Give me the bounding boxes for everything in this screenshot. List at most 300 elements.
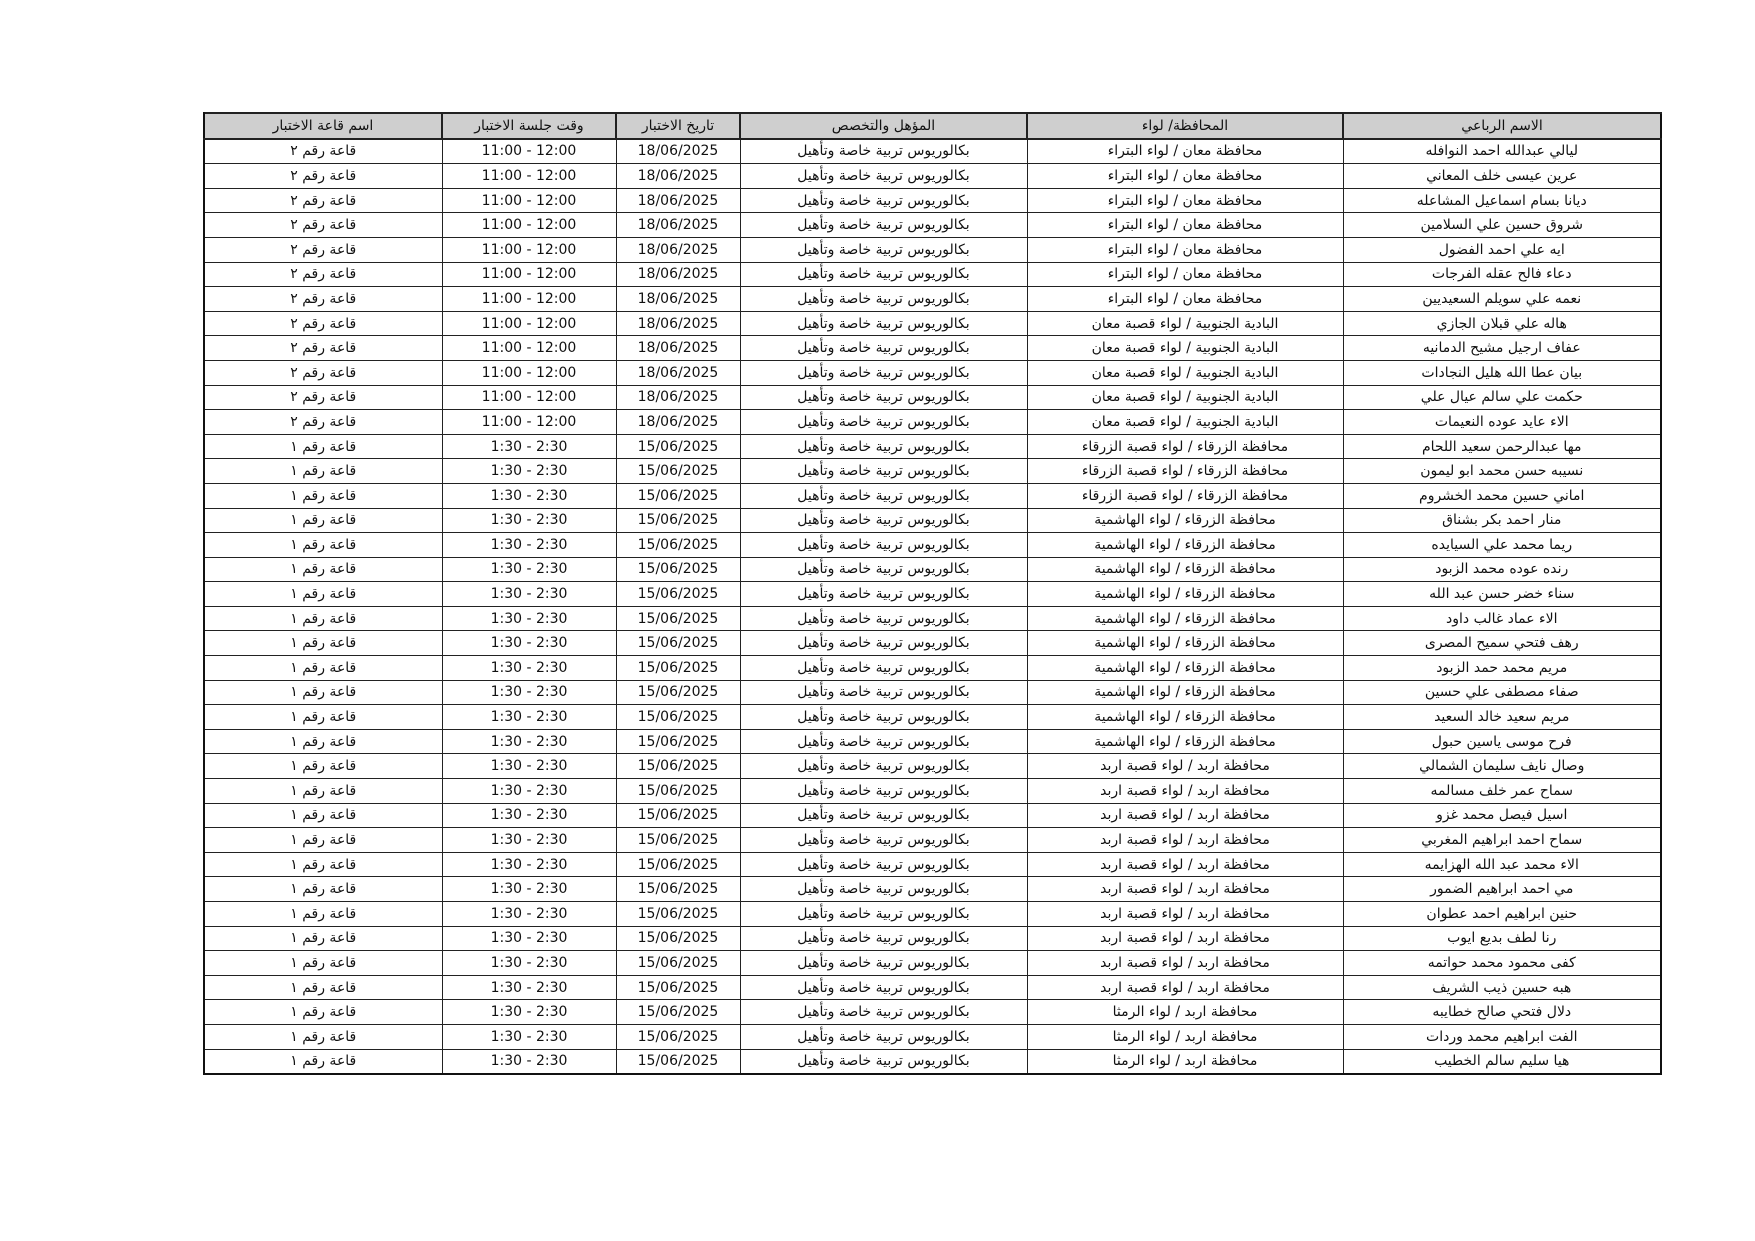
cell-qualification	[740, 139, 1027, 164]
cell-time	[442, 779, 616, 804]
cell-name-text: هيا سليم سالم الخطيب	[1434, 1053, 1570, 1070]
cell-name-text: شروق حسين علي السلامين	[1420, 217, 1583, 234]
cell-name	[1343, 262, 1661, 287]
table-row	[204, 385, 1661, 410]
cell-hall-text: قاعة رقم ٢	[290, 290, 357, 307]
cell-region	[1027, 336, 1343, 361]
cell-time-text: 1:30 - 2:30	[490, 1053, 568, 1070]
cell-name	[1343, 631, 1661, 656]
cell-qualification-text: بكالوريوس تربية خاصة وتأهيل	[797, 487, 970, 504]
table-row	[204, 533, 1661, 558]
cell-name	[1343, 188, 1661, 213]
cell-qualification	[740, 483, 1027, 508]
cell-qualification-text: بكالوريوس تربية خاصة وتأهيل	[797, 389, 970, 406]
header-date: تاريخ الاختبار	[616, 113, 740, 139]
cell-region-text: محافظة الزرقاء / لواء الهاشمية	[1094, 659, 1276, 676]
cell-date-text: 18/06/2025	[637, 143, 719, 160]
cell-qualification	[740, 606, 1027, 631]
cell-region-text: محافظة معان / لواء البتراء	[1107, 167, 1263, 184]
cell-qualification	[740, 926, 1027, 951]
cell-qualification	[740, 336, 1027, 361]
cell-name	[1343, 729, 1661, 754]
cell-date-text: 18/06/2025	[637, 192, 719, 209]
table-row	[204, 164, 1661, 189]
cell-name	[1343, 336, 1661, 361]
cell-date-text: 15/06/2025	[637, 487, 719, 504]
cell-hall-text: قاعة رقم ١	[290, 881, 357, 898]
cell-name-text: سماح احمد ابراهيم المغربي	[1421, 832, 1583, 849]
cell-qualification-text: بكالوريوس تربية خاصة وتأهيل	[797, 438, 970, 455]
cell-name-text: رنا لطف بديع ايوب	[1447, 930, 1557, 947]
cell-hall-text: قاعة رقم ٢	[290, 364, 357, 381]
cell-qualification	[740, 582, 1027, 607]
cell-date	[616, 213, 740, 238]
cell-region	[1027, 262, 1343, 287]
cell-time-text: 1:30 - 2:30	[490, 536, 568, 553]
cell-qualification	[740, 877, 1027, 902]
cell-qualification-text: بكالوريوس تربية خاصة وتأهيل	[797, 758, 970, 775]
cell-name	[1343, 975, 1661, 1000]
header-hall: اسم قاعة الاختبار	[204, 113, 442, 139]
cell-qualification	[740, 360, 1027, 385]
table-row	[204, 951, 1661, 976]
cell-date	[616, 582, 740, 607]
cell-name-text: رنده عوده محمد الزبود	[1435, 561, 1569, 578]
cell-name	[1343, 582, 1661, 607]
cell-time	[442, 139, 616, 164]
cell-hall-text: قاعة رقم ١	[290, 954, 357, 971]
cell-time	[442, 852, 616, 877]
cell-date-text: 15/06/2025	[637, 930, 719, 947]
cell-name-text: هبه حسين ذيب الشريف	[1432, 979, 1572, 996]
cell-time-text: 11:00 - 12:00	[481, 389, 577, 406]
cell-hall	[204, 828, 442, 853]
cell-region-text: البادية الجنوبية / لواء قصبة معان	[1091, 315, 1279, 332]
cell-region-text: محافظة اربد / لواء الرمثا	[1112, 1004, 1258, 1021]
cell-date	[616, 656, 740, 681]
cell-hall-text: قاعة رقم ١	[290, 659, 357, 676]
cell-qualification-text: بكالوريوس تربية خاصة وتأهيل	[797, 586, 970, 603]
cell-date	[616, 385, 740, 410]
cell-date-text: 15/06/2025	[637, 586, 719, 603]
cell-date-text: 15/06/2025	[637, 1053, 719, 1070]
cell-name	[1343, 139, 1661, 164]
cell-time-text: 1:30 - 2:30	[490, 930, 568, 947]
cell-name	[1343, 237, 1661, 262]
cell-hall-text: قاعة رقم ١	[290, 487, 357, 504]
cell-date-text: 15/06/2025	[637, 659, 719, 676]
cell-qualification-text: بكالوريوس تربية خاصة وتأهيل	[797, 290, 970, 307]
cell-hall	[204, 533, 442, 558]
cell-date	[616, 680, 740, 705]
cell-region	[1027, 1049, 1343, 1074]
cell-name	[1343, 803, 1661, 828]
cell-date-text: 18/06/2025	[637, 364, 719, 381]
cell-qualification-text: بكالوريوس تربية خاصة وتأهيل	[797, 266, 970, 283]
cell-time-text: 1:30 - 2:30	[490, 832, 568, 849]
cell-region	[1027, 828, 1343, 853]
cell-time-text: 1:30 - 2:30	[490, 487, 568, 504]
cell-name	[1343, 606, 1661, 631]
cell-hall	[204, 213, 442, 238]
cell-hall	[204, 508, 442, 533]
cell-region-text: محافظة اربد / لواء قصبة اربد	[1100, 782, 1270, 799]
cell-time-text: 11:00 - 12:00	[481, 413, 577, 430]
cell-name	[1343, 754, 1661, 779]
cell-qualification-text: بكالوريوس تربية خاصة وتأهيل	[797, 659, 970, 676]
cell-region	[1027, 852, 1343, 877]
cell-time-text: 1:30 - 2:30	[490, 463, 568, 480]
cell-qualification	[740, 951, 1027, 976]
table-row	[204, 360, 1661, 385]
cell-region	[1027, 877, 1343, 902]
cell-hall	[204, 459, 442, 484]
cell-name-text: الاء محمد عبد الله الهزايمه	[1424, 856, 1579, 873]
cell-hall	[204, 606, 442, 631]
cell-time	[442, 360, 616, 385]
cell-region-text: محافظة الزرقاء / لواء الهاشمية	[1094, 709, 1276, 726]
table-row	[204, 557, 1661, 582]
cell-hall	[204, 582, 442, 607]
cell-date	[616, 164, 740, 189]
cell-qualification	[740, 631, 1027, 656]
cell-region	[1027, 926, 1343, 951]
cell-region	[1027, 188, 1343, 213]
cell-hall-text: قاعة رقم ١	[290, 856, 357, 873]
cell-time	[442, 533, 616, 558]
cell-hall-text: قاعة رقم ٢	[290, 340, 357, 357]
cell-hall-text: قاعة رقم ١	[290, 536, 357, 553]
cell-name-text: دعاء فالح عقله الفرجات	[1431, 266, 1572, 283]
cell-qualification	[740, 729, 1027, 754]
cell-hall	[204, 287, 442, 312]
table-row	[204, 779, 1661, 804]
cell-hall	[204, 557, 442, 582]
table-row	[204, 262, 1661, 287]
cell-region	[1027, 213, 1343, 238]
cell-date	[616, 557, 740, 582]
cell-qualification-text: بكالوريوس تربية خاصة وتأهيل	[797, 832, 970, 849]
cell-name	[1343, 779, 1661, 804]
cell-region-text: البادية الجنوبية / لواء قصبة معان	[1091, 340, 1279, 357]
cell-qualification	[740, 287, 1027, 312]
cell-region	[1027, 360, 1343, 385]
cell-name-text: نعمه علي سويلم السعيديين	[1422, 290, 1582, 307]
cell-qualification-text: بكالوريوس تربية خاصة وتأهيل	[797, 709, 970, 726]
cell-time	[442, 434, 616, 459]
table-row	[204, 336, 1661, 361]
cell-name-text: عفاف ارجيل مشيح الدمانيه	[1422, 340, 1581, 357]
cell-time-text: 1:30 - 2:30	[490, 856, 568, 873]
cell-date	[616, 852, 740, 877]
cell-region-text: محافظة الزرقاء / لواء الهاشمية	[1094, 684, 1276, 701]
cell-qualification-text: بكالوريوس تربية خاصة وتأهيل	[797, 930, 970, 947]
cell-hall	[204, 336, 442, 361]
cell-hall-text: قاعة رقم ١	[290, 930, 357, 947]
cell-time	[442, 1049, 616, 1074]
cell-name	[1343, 213, 1661, 238]
cell-qualification	[740, 262, 1027, 287]
cell-time	[442, 336, 616, 361]
cell-time-text: 1:30 - 2:30	[490, 659, 568, 676]
table-row	[204, 434, 1661, 459]
cell-hall-text: قاعة رقم ١	[290, 463, 357, 480]
cell-qualification-text: بكالوريوس تربية خاصة وتأهيل	[797, 536, 970, 553]
cell-region	[1027, 557, 1343, 582]
cell-date-text: 15/06/2025	[637, 512, 719, 529]
cell-time	[442, 385, 616, 410]
cell-name	[1343, 951, 1661, 976]
cell-name-text: ايه علي احمد الفضول	[1438, 241, 1565, 258]
cell-date	[616, 483, 740, 508]
cell-time	[442, 951, 616, 976]
cell-qualification	[740, 508, 1027, 533]
cell-date-text: 18/06/2025	[637, 389, 719, 406]
cell-time	[442, 508, 616, 533]
cell-qualification-text: بكالوريوس تربية خاصة وتأهيل	[797, 1004, 970, 1021]
cell-date-text: 15/06/2025	[637, 881, 719, 898]
cell-date	[616, 828, 740, 853]
cell-hall-text: قاعة رقم ٢	[290, 241, 357, 258]
cell-name	[1343, 680, 1661, 705]
cell-qualification	[740, 385, 1027, 410]
cell-name	[1343, 902, 1661, 927]
cell-region-text: محافظة اربد / لواء قصبة اربد	[1100, 930, 1270, 947]
table-row	[204, 1024, 1661, 1049]
cell-hall-text: قاعة رقم ١	[290, 610, 357, 627]
cell-date	[616, 779, 740, 804]
cell-date	[616, 1000, 740, 1025]
cell-date-text: 15/06/2025	[637, 561, 719, 578]
cell-qualification	[740, 828, 1027, 853]
cell-hall	[204, 779, 442, 804]
cell-region-text: محافظة الزرقاء / لواء الهاشمية	[1094, 561, 1276, 578]
cell-time	[442, 926, 616, 951]
cell-name	[1343, 926, 1661, 951]
cell-name-text: هاله علي قبلان الجازي	[1436, 315, 1567, 332]
cell-hall	[204, 951, 442, 976]
cell-time-text: 11:00 - 12:00	[481, 192, 577, 209]
cell-region-text: محافظة الزرقاء / لواء قصبة الزرقاء	[1081, 463, 1289, 480]
cell-time-text: 11:00 - 12:00	[481, 364, 577, 381]
cell-region	[1027, 729, 1343, 754]
cell-time-text: 1:30 - 2:30	[490, 758, 568, 775]
cell-region	[1027, 705, 1343, 730]
cell-hall	[204, 803, 442, 828]
cell-hall-text: قاعة رقم ٢	[290, 167, 357, 184]
cell-qualification-text: بكالوريوس تربية خاصة وتأهيل	[797, 733, 970, 750]
cell-date-text: 15/06/2025	[637, 463, 719, 480]
cell-date-text: 18/06/2025	[637, 315, 719, 332]
cell-name	[1343, 557, 1661, 582]
cell-qualification	[740, 779, 1027, 804]
cell-time-text: 1:30 - 2:30	[490, 512, 568, 529]
cell-name-text: اسيل فيصل محمد غزو	[1436, 807, 1568, 824]
cell-hall	[204, 237, 442, 262]
cell-date-text: 15/06/2025	[637, 1004, 719, 1021]
cell-hall	[204, 360, 442, 385]
cell-name-text: ديانا بسام اسماعيل المشاعله	[1416, 192, 1587, 209]
cell-time	[442, 1000, 616, 1025]
cell-hall-text: قاعة رقم ١	[290, 832, 357, 849]
cell-region-text: محافظة اربد / لواء قصبة اربد	[1100, 832, 1270, 849]
cell-region	[1027, 237, 1343, 262]
table-row	[204, 926, 1661, 951]
header-qualification: المؤهل والتخصص	[740, 113, 1027, 139]
cell-region-text: محافظة الزرقاء / لواء الهاشمية	[1094, 610, 1276, 627]
cell-hall-text: قاعة رقم ١	[290, 586, 357, 603]
cell-name	[1343, 828, 1661, 853]
cell-name-text: حنين ابراهيم احمد عطوان	[1426, 905, 1578, 922]
cell-hall-text: قاعة رقم ١	[290, 733, 357, 750]
cell-time-text: 1:30 - 2:30	[490, 586, 568, 603]
cell-time	[442, 287, 616, 312]
cell-date-text: 15/06/2025	[637, 782, 719, 799]
cell-time	[442, 631, 616, 656]
cell-name-text: حكمت علي سالم عيال علي	[1420, 389, 1583, 406]
cell-region-text: محافظة الزرقاء / لواء قصبة الزرقاء	[1081, 487, 1289, 504]
cell-name-text: منار احمد بكر بشناق	[1442, 512, 1562, 529]
cell-qualification	[740, 1049, 1027, 1074]
cell-date	[616, 360, 740, 385]
cell-hall	[204, 385, 442, 410]
cell-qualification-text: بكالوريوس تربية خاصة وتأهيل	[797, 782, 970, 799]
cell-hall-text: قاعة رقم ١	[290, 1028, 357, 1045]
cell-date	[616, 336, 740, 361]
cell-region-text: محافظة معان / لواء البتراء	[1107, 290, 1263, 307]
cell-date	[616, 877, 740, 902]
cell-region	[1027, 311, 1343, 336]
cell-hall	[204, 164, 442, 189]
cell-time	[442, 754, 616, 779]
cell-date-text: 18/06/2025	[637, 290, 719, 307]
cell-name-text: الفت ابراهيم محمد وردات	[1426, 1028, 1578, 1045]
table-row	[204, 729, 1661, 754]
cell-qualification-text: بكالوريوس تربية خاصة وتأهيل	[797, 364, 970, 381]
cell-hall	[204, 902, 442, 927]
cell-region-text: محافظة اربد / لواء قصبة اربد	[1100, 979, 1270, 996]
cell-date	[616, 188, 740, 213]
cell-name	[1343, 1024, 1661, 1049]
cell-time	[442, 1024, 616, 1049]
cell-time-text: 1:30 - 2:30	[490, 954, 568, 971]
cell-hall-text: قاعة رقم ١	[290, 758, 357, 775]
cell-date	[616, 533, 740, 558]
cell-qualification	[740, 803, 1027, 828]
cell-name-text: الاء عماد غالب داود	[1446, 610, 1558, 627]
cell-region	[1027, 1000, 1343, 1025]
cell-qualification	[740, 188, 1027, 213]
cell-date-text: 18/06/2025	[637, 241, 719, 258]
cell-hall-text: قاعة رقم ٢	[290, 143, 357, 160]
cell-hall	[204, 631, 442, 656]
exam-schedule-table	[203, 112, 1662, 1075]
cell-hall	[204, 410, 442, 435]
cell-name	[1343, 385, 1661, 410]
cell-time-text: 1:30 - 2:30	[490, 709, 568, 726]
cell-qualification-text: بكالوريوس تربية خاصة وتأهيل	[797, 241, 970, 258]
cell-region	[1027, 508, 1343, 533]
cell-name	[1343, 311, 1661, 336]
table-row	[204, 803, 1661, 828]
cell-time-text: 1:30 - 2:30	[490, 610, 568, 627]
cell-date-text: 15/06/2025	[637, 635, 719, 652]
cell-time	[442, 606, 616, 631]
cell-name-text: ليالي عبدالله احمد النوافله	[1425, 143, 1579, 160]
cell-date-text: 18/06/2025	[637, 413, 719, 430]
cell-time	[442, 311, 616, 336]
cell-time-text: 11:00 - 12:00	[481, 266, 577, 283]
cell-qualification-text: بكالوريوس تربية خاصة وتأهيل	[797, 856, 970, 873]
cell-region	[1027, 434, 1343, 459]
cell-date	[616, 754, 740, 779]
cell-date	[616, 729, 740, 754]
table-row	[204, 631, 1661, 656]
cell-hall-text: قاعة رقم ١	[290, 512, 357, 529]
cell-qualification-text: بكالوريوس تربية خاصة وتأهيل	[797, 635, 970, 652]
cell-hall-text: قاعة رقم ١	[290, 1004, 357, 1021]
cell-qualification-text: بكالوريوس تربية خاصة وتأهيل	[797, 413, 970, 430]
cell-hall	[204, 311, 442, 336]
cell-name	[1343, 852, 1661, 877]
cell-time	[442, 213, 616, 238]
cell-hall-text: قاعة رقم ٢	[290, 266, 357, 283]
cell-hall	[204, 262, 442, 287]
cell-time-text: 11:00 - 12:00	[481, 290, 577, 307]
cell-name-text: الاء عايد عوده النعيمات	[1434, 413, 1569, 430]
cell-region-text: البادية الجنوبية / لواء قصبة معان	[1091, 364, 1279, 381]
cell-name-text: بيان عطا الله هليل النجادات	[1421, 364, 1583, 381]
cell-region	[1027, 803, 1343, 828]
cell-time	[442, 582, 616, 607]
cell-region-text: محافظة معان / لواء البتراء	[1107, 241, 1263, 258]
cell-qualification	[740, 213, 1027, 238]
cell-name	[1343, 459, 1661, 484]
cell-time	[442, 188, 616, 213]
cell-qualification	[740, 311, 1027, 336]
cell-region	[1027, 606, 1343, 631]
cell-qualification	[740, 459, 1027, 484]
cell-time	[442, 164, 616, 189]
cell-region-text: البادية الجنوبية / لواء قصبة معان	[1091, 389, 1279, 406]
cell-region	[1027, 779, 1343, 804]
cell-region-text: محافظة الزرقاء / لواء الهاشمية	[1094, 586, 1276, 603]
cell-qualification	[740, 1000, 1027, 1025]
cell-hall	[204, 705, 442, 730]
cell-region-text: محافظة اربد / لواء الرمثا	[1112, 1053, 1258, 1070]
cell-region	[1027, 139, 1343, 164]
cell-region-text: محافظة الزرقاء / لواء قصبة الزرقاء	[1081, 438, 1289, 455]
cell-region	[1027, 951, 1343, 976]
cell-qualification-text: بكالوريوس تربية خاصة وتأهيل	[797, 979, 970, 996]
table-row	[204, 311, 1661, 336]
cell-date-text: 15/06/2025	[637, 1028, 719, 1045]
cell-region	[1027, 287, 1343, 312]
cell-qualification-text: بكالوريوس تربية خاصة وتأهيل	[797, 1028, 970, 1045]
cell-time-text: 11:00 - 12:00	[481, 167, 577, 184]
cell-region	[1027, 680, 1343, 705]
cell-qualification-text: بكالوريوس تربية خاصة وتأهيل	[797, 610, 970, 627]
cell-date-text: 15/06/2025	[637, 979, 719, 996]
cell-name-text: دلال فتحي صالح خطايبه	[1432, 1004, 1572, 1021]
cell-time	[442, 680, 616, 705]
cell-time	[442, 729, 616, 754]
cell-time-text: 1:30 - 2:30	[490, 782, 568, 799]
cell-hall-text: قاعة رقم ١	[290, 635, 357, 652]
cell-qualification-text: بكالوريوس تربية خاصة وتأهيل	[797, 340, 970, 357]
cell-region-text: محافظة معان / لواء البتراء	[1107, 266, 1263, 283]
cell-time-text: 11:00 - 12:00	[481, 315, 577, 332]
